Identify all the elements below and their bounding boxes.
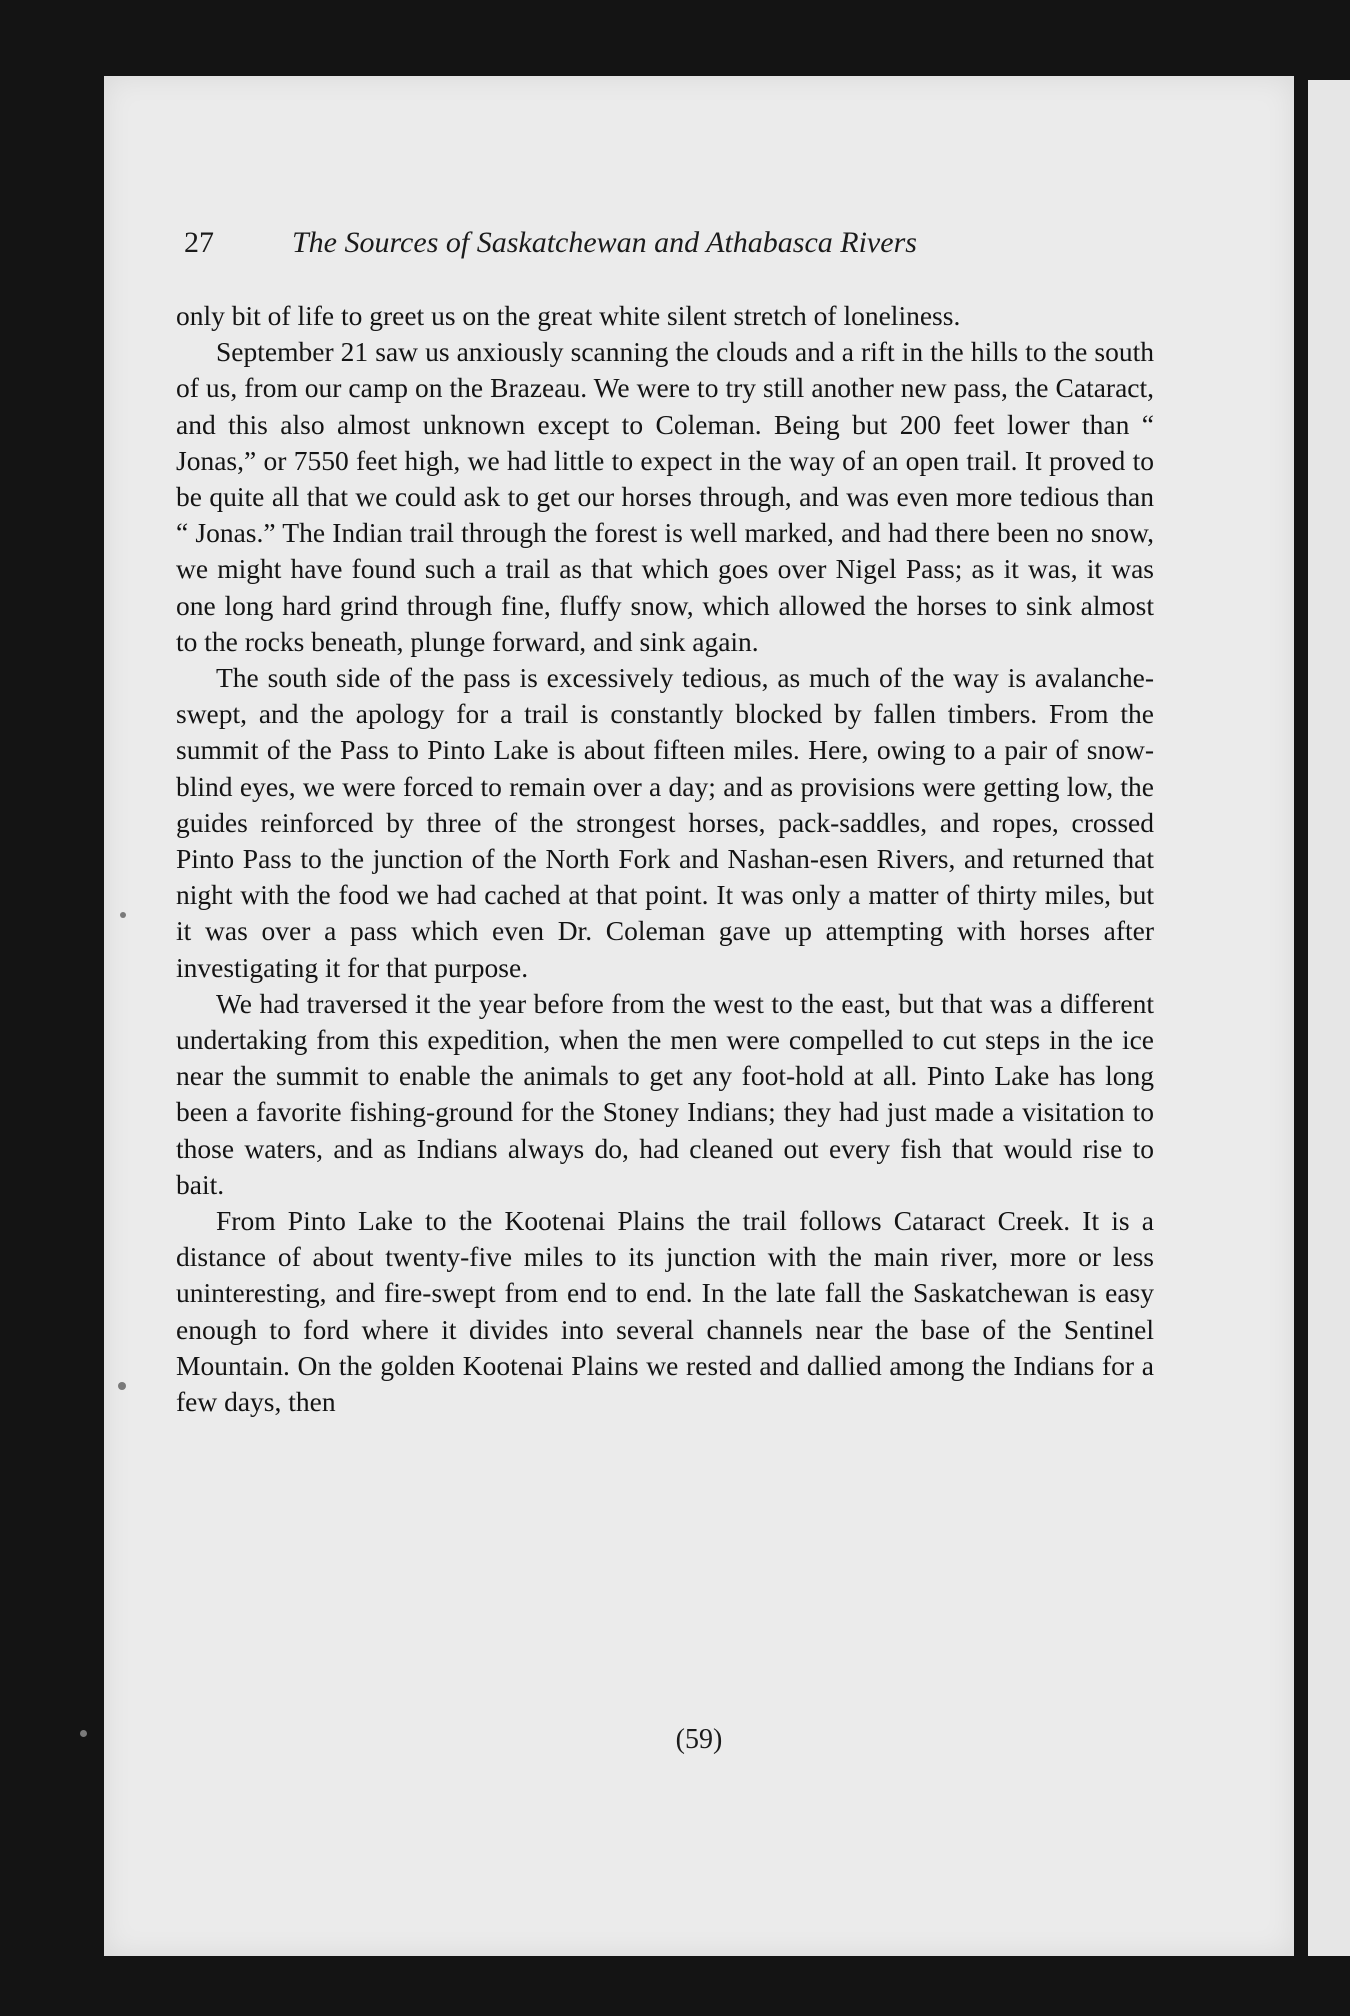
next-page-edge: [1308, 80, 1350, 1956]
paragraph: We had traversed it the year before from the west to the east, but that was a different undertaking from this expedition, when the men were compelled to cut steps in the ice near the summit to enable the animals to get any foot-hold at all. Pinto Lake has long been a favorite fishing-ground for the Stoney Indians; they had just made a visitation to those waters, and as Indians always do, had cleaned out every fish that would rise to bait.: [176, 987, 1154, 1200]
paragraph: only bit of life to greet us on the great white silent stretch of loneliness.: [176, 300, 961, 331]
scan-speck: [120, 912, 126, 918]
paragraph: The south side of the pass is excessively tedious, as much of the way is avalanche-swept, and the apology for a trail is constantly blocked by fallen timbers. From the summit of the Pass to Pinto Lake is about fifteen miles. Here, owing to a pair of snow-blind eyes, we were forced to remain over a day; and as provisions were getting low, the guides reinforced by three of the strongest horses, pack-saddles, and ropes, crossed Pinto Pass to the junction of the North Fork and Nashan-esen Rivers, and returned that night with the food we had cached at that point. It was only a matter of thirty miles, but it was over a pass which even Dr. Coleman gave up attempting with horses after investigating it for that purpose.: [176, 662, 1154, 983]
scan-speck: [118, 1382, 126, 1390]
scan-speck: [80, 1730, 87, 1737]
folio: (59): [675, 1724, 723, 1755]
paragraph: From Pinto Lake to the Kootenai Plains the trail follows Cataract Creek. It is a distance of about twenty-five miles to its junction with the main river, more or less uninteresting, and fire-swept from end to end. In the late fall the Saskatchewan is easy enough to ford where it divides into several channels near the base of the Sentinel Mountain. On the golden Kootenai Plains we rested and dallied among the Indians for a few days, then: [176, 1205, 1154, 1418]
body-text: [176, 298, 1154, 1420]
running-head: The Sources of Saskatchewan and Athabasca Rivers: [292, 226, 917, 259]
page-number: 27: [184, 226, 214, 259]
paragraph: September 21 saw us anxiously scanning the clouds and a rift in the hills to the south of us, from our camp on the Brazeau. We were to try still another new pass, the Cataract, and this also almost unknown except to Coleman. Being but 200 feet lower than “ Jonas,” or 7550 feet high, we had little to expect in the way of an open trail. It proved to be quite all that we could ask to get our horses through, and was even more tedious than “ Jonas.” The Indian trail through the forest is well marked, and had there been no snow, we might have found such a trail as that which goes over Nigel Pass; as it was, it was one long hard grind through fine, fluffy snow, which allowed the horses to sink almost to the rocks beneath, plunge forward, and sink again.: [176, 336, 1154, 657]
book-page: [104, 76, 1294, 1956]
